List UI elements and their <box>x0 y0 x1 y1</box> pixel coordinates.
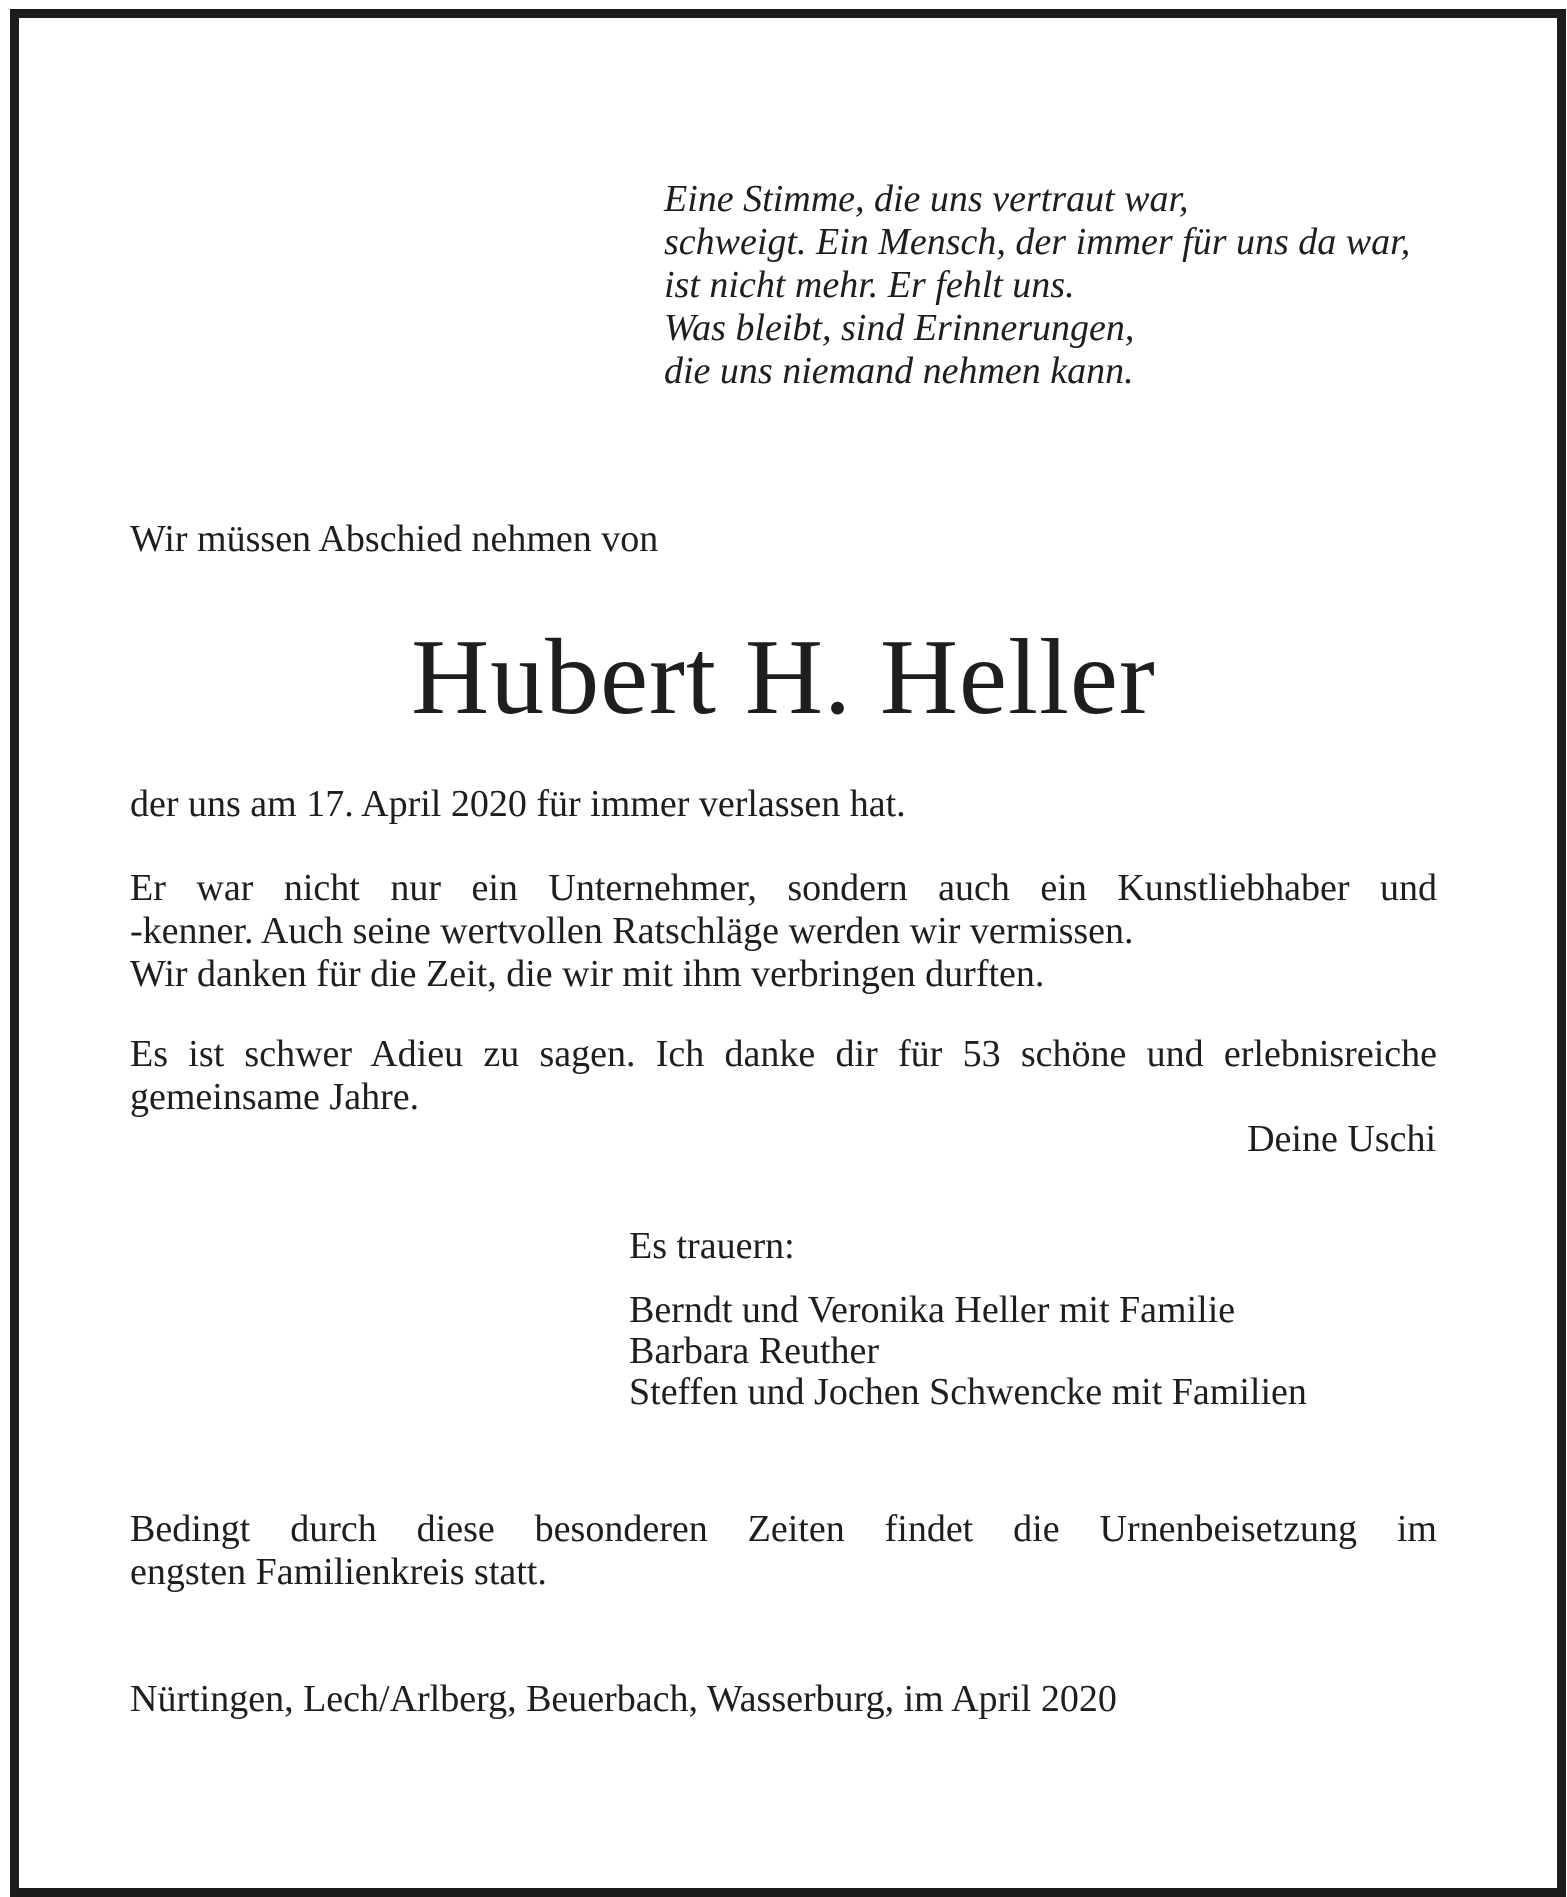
farewell-line: Es ist schwer Adieu zu sagen. Ich danke dir für 53 schöne und erlebnisreiche <box>130 1033 1437 1075</box>
tribute-line: Wir danken für die Zeit, die wir mit ihm verbringen durften. <box>130 953 1045 995</box>
poem-line: Eine Stimme, die uns vertraut war, <box>664 178 1189 220</box>
mourner-name: Steffen und Jochen Schwencke mit Familien <box>629 1371 1307 1413</box>
poem-line: die uns niemand nehmen kann. <box>664 350 1134 392</box>
poem-line: schweigt. Ein Mensch, der immer für uns da war, <box>664 221 1411 263</box>
place-date: Nürtingen, Lech/Arlberg, Beuerbach, Wasserburg, im April 2020 <box>130 1678 1117 1720</box>
signature: Deine Uschi <box>1247 1118 1436 1160</box>
burial-line: engsten Familienkreis statt. <box>130 1551 547 1593</box>
deceased-name: Hubert H. Heller <box>411 618 1156 737</box>
mourners-list <box>629 1226 1307 1413</box>
tribute-paragraph <box>130 867 1437 996</box>
poem-line: ist nicht mehr. Er fehlt uns. <box>664 264 1075 306</box>
intro-text: Wir müssen Abschied nehmen von <box>130 518 659 560</box>
tribute-line: -kenner. Auch seine wertvollen Ratschläge werden wir vermissen. <box>130 910 1134 952</box>
farewell-line: gemeinsame Jahre. <box>130 1076 420 1118</box>
farewell-paragraph <box>130 1033 1437 1119</box>
mourner-name: Berndt und Veronika Heller mit Familie <box>629 1289 1236 1331</box>
burial-notice <box>130 1508 1437 1594</box>
poem <box>664 178 1410 393</box>
death-notice: der uns am 17. April 2020 für immer verlassen hat. <box>130 783 906 825</box>
poem-line: Was bleibt, sind Erinnerungen, <box>664 307 1135 349</box>
burial-line: Bedingt durch diese besonderen Zeiten findet die Urnenbeisetzung im <box>130 1508 1437 1550</box>
mourners-heading: Es trauern: <box>629 1225 795 1267</box>
mourner-name: Barbara Reuther <box>629 1330 880 1372</box>
tribute-line: Er war nicht nur ein Unternehmer, sondern auch ein Kunstliebhaber und <box>130 867 1437 909</box>
